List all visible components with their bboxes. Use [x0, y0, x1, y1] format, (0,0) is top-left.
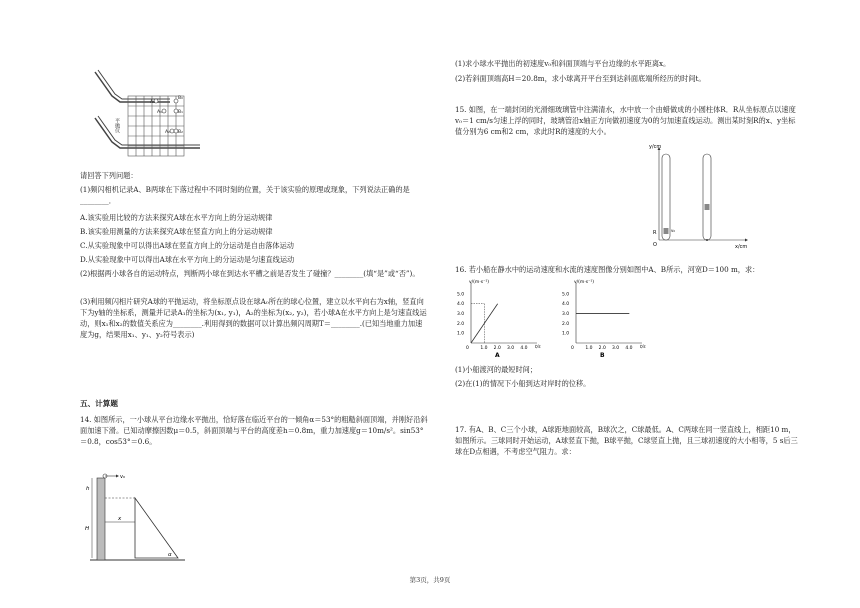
y-tick-label: 1.0 — [457, 331, 465, 337]
x-tick-label: 3.0 — [612, 346, 620, 351]
H-label: H — [85, 526, 90, 532]
x-axis-label: t/s — [640, 345, 646, 350]
section-title: 五、计算题 — [80, 399, 118, 408]
R-label: R — [653, 230, 657, 236]
chart-title: A — [495, 352, 500, 359]
y-axis-label: v/(m·s⁻¹) — [574, 280, 595, 285]
q13-part2: (2)根据两小球各自的运动特点，判断两小球在到达水平槽之前是否发生了碰撞？________(填“是”或“否”)。 — [80, 269, 420, 278]
ball-label: A₂ — [165, 130, 170, 135]
q13-option-d: D.从实验现象中可以得出A球在水平方向上的分运动是匀速直线运动 — [80, 255, 295, 264]
x-tick-label: 4.0 — [625, 346, 633, 351]
ball-label: B₀ — [178, 96, 183, 101]
q16-sub2: (2)在(1)的情况下小船到达对岸时的位移。 — [455, 379, 591, 388]
flash-photo-apparatus-figure — [90, 66, 200, 166]
O-label: O — [653, 242, 657, 248]
q16-text: 16. 若小船在静水中的运动速度和水流的速度图像分别如图中A、B所示，河宽D＝100 m，求： — [455, 265, 760, 274]
x-tick-label: 4.0 — [520, 346, 528, 351]
q14-text: 14. 如图所示，一小球从平台边缘水平抛出，恰好落在临近平台的一倾角α＝53°的粗糙斜面顶端，并刚好沿斜面加速下滑。已知动摩擦因数μ＝0.5，斜面顶端与平台的高度差h＝0.8m，重力加速度g＝10m/s²。sin53°＝0.8，cos53°＝0.6。 — [80, 415, 428, 447]
page-footer: 第3页，共9页 — [409, 576, 451, 584]
q16-chart-b — [560, 277, 650, 359]
x-tick-label: 1.0 — [585, 346, 593, 351]
q13-part3: (3)利用频闪相片研究A球的平抛运动，将坐标原点设在球A₀所在的球心位置，建立以水平向右为x轴，竖直向下为y轴的坐标系，测量并记录A₁的坐标为(x₁, y₁)，A₂的坐标为(x₂, y₂)，若小球A在水平方向上是匀速直线运动，则x₁和x₂的数值关系应为________.利用得到的数据可以计算出频闪周期T＝________.(已知当地重力加速度为g，结果用x₁、y₁、y₂符号表示) — [80, 297, 427, 340]
y-axis-label: y/cm — [649, 144, 662, 150]
x-axis-label: x/cm — [735, 244, 748, 250]
y-tick-label: 5.0 — [457, 292, 465, 298]
x-label: x — [118, 516, 122, 522]
q14-part2: (2)若斜面顶端高H＝20.8m，求小球离开平台至到达斜面底端所经历的时间t。 — [455, 74, 706, 83]
q15-glass-tube-figure — [647, 144, 757, 250]
y-axis-label: v/(m·s⁻¹) — [469, 280, 490, 285]
v0-label: v₀ — [120, 474, 125, 480]
q17-text: 17. 有A、B、C三个小球，A球距地面较高，B球次之，C球最低。A、C两球在同一竖直线上，相距10 m，如图所示。三球同时开始运动，A球竖直下抛，B球平抛，C球竖直上抛，且三球初速度的大小相等，5 s后三球在D点相遇，不考虑空气阻力。求： — [455, 425, 798, 457]
y-tick-label: 2.0 — [562, 321, 570, 327]
x-tick-label: 3.0 — [507, 346, 515, 351]
origin-label: 0 — [466, 346, 469, 351]
y-tick-label: 2.0 — [457, 321, 465, 327]
x-tick-label: 2.0 — [493, 346, 501, 351]
y-tick-label: 3.0 — [457, 312, 465, 318]
apparatus-label: 平抛仪 — [114, 118, 120, 133]
h-label: h — [86, 486, 90, 492]
origin-label: 0 — [571, 346, 574, 351]
q13-option-c: C.从实验现象中可以得出A球在竖直方向上的分运动是自由落体运动 — [80, 241, 294, 250]
ball-label: B₁ — [178, 110, 183, 115]
y-tick-label: 5.0 — [562, 292, 570, 298]
q14-part1: (1)求小球水平抛出的初速度v₀和斜面顶端与平台边缘的水平距离x。 — [455, 59, 671, 68]
ball-label: A₀ — [150, 100, 155, 105]
q15-text: 15. 如图，在一端封闭的光滑细玻璃管中注满清水，水中放一个由蜡做成的小圆柱体R．R从坐标原点以速度v₀＝1 cm/s匀速上浮的同时，玻璃管沿x轴正方向做初速度为0的匀加速直线运动。测出某时刻R的x、y坐标值分别为6 cm和2 cm，求此时R的速度的大小。 — [455, 105, 796, 137]
chart-title: B — [600, 352, 605, 359]
q13-part1: (1)频闪相机记录A、B两球在下落过程中不同时刻的位置，关于该实验的原理或现象，下列说法正确的是________． — [80, 185, 410, 206]
q16-chart-a — [455, 277, 545, 359]
y-tick-label: 4.0 — [457, 302, 465, 308]
q13-option-b: B.该实验用测量的方法来探究A球在竖直方向上的分运动规律 — [80, 227, 273, 236]
x-axis-label: t/s — [535, 345, 541, 350]
alpha-label: α — [168, 552, 172, 558]
y-tick-label: 4.0 — [562, 302, 570, 308]
q16-sub1: (1)小船渡河的最短时间； — [455, 365, 538, 374]
q14-platform-slope-figure — [80, 470, 190, 565]
y-tick-label: 1.0 — [562, 331, 570, 337]
x-tick-label: 2.0 — [598, 346, 606, 351]
y-tick-label: 3.0 — [562, 312, 570, 318]
q13-option-a: A.该实验用比较的方法来探究A球在水平方向上的分运动规律 — [80, 213, 273, 222]
v0-label: v₀ — [671, 228, 675, 233]
x-tick-label: 1.0 — [480, 346, 488, 351]
ball-label: B₂ — [178, 130, 183, 135]
q13-intro: 请回答下列问题： — [80, 171, 138, 180]
ball-label: A₁ — [157, 110, 162, 115]
